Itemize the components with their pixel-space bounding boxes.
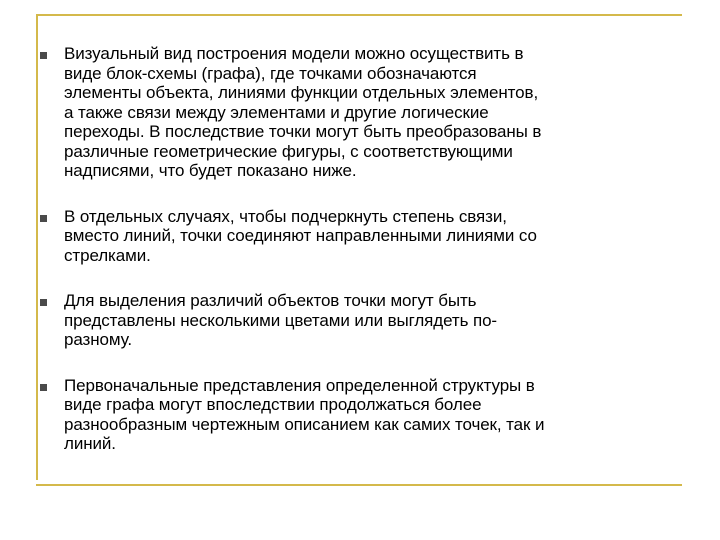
bullet-line: переходы. В последствие точки могут быть преобразованы в <box>64 122 542 141</box>
top-divider <box>36 14 682 16</box>
bullet-item <box>36 291 682 350</box>
bullet-text <box>64 291 682 350</box>
bullet-item <box>36 376 682 454</box>
bullet-line: представлены несколькими цветами или выглядеть по- <box>64 310 497 330</box>
bullet-line: Визуальный вид построения модели можно осуществить в <box>64 44 524 63</box>
bullet-line: элементы объекта, линиями функции отдельных элементов, <box>64 83 539 102</box>
bullet-line: вместо линий, точки соединяют направленными линиями со <box>64 226 537 245</box>
square-bullet-icon <box>40 215 47 222</box>
square-bullet-icon <box>40 384 47 391</box>
bullet-line: стрелками. <box>64 245 151 265</box>
bullet-line: надписями, что будет показано ниже. <box>64 161 357 180</box>
square-bullet-icon <box>40 52 47 59</box>
bullet-line: виде блок-схемы (графа), где точками обозначаются <box>64 63 477 83</box>
bottom-divider <box>36 484 682 486</box>
bullet-item <box>36 207 682 266</box>
bullet-line: Для выделения различий объектов точки могут быть <box>64 291 477 310</box>
bullet-line: Первоначальные представления определенной структуры в <box>64 375 535 395</box>
bullet-text <box>64 44 682 181</box>
bullet-line: а также связи между элементами и другие логические <box>64 102 489 122</box>
square-bullet-icon <box>40 299 47 306</box>
bullet-item <box>36 44 682 181</box>
bullet-line: различные геометрические фигуры, с соответствующими <box>64 141 513 161</box>
bullet-line: линий. <box>64 434 116 453</box>
bullet-line: разнообразным чертежным описанием как самих точек, так и <box>64 414 545 434</box>
bullet-line: виде графа могут впоследствии продолжаться более <box>64 395 482 414</box>
bullet-line: В отдельных случаях, чтобы подчеркнуть степень связи, <box>64 206 507 226</box>
bullet-line: разному. <box>64 330 132 349</box>
bullet-text <box>64 207 682 266</box>
bullet-list <box>36 44 682 480</box>
bullet-text <box>64 376 682 454</box>
